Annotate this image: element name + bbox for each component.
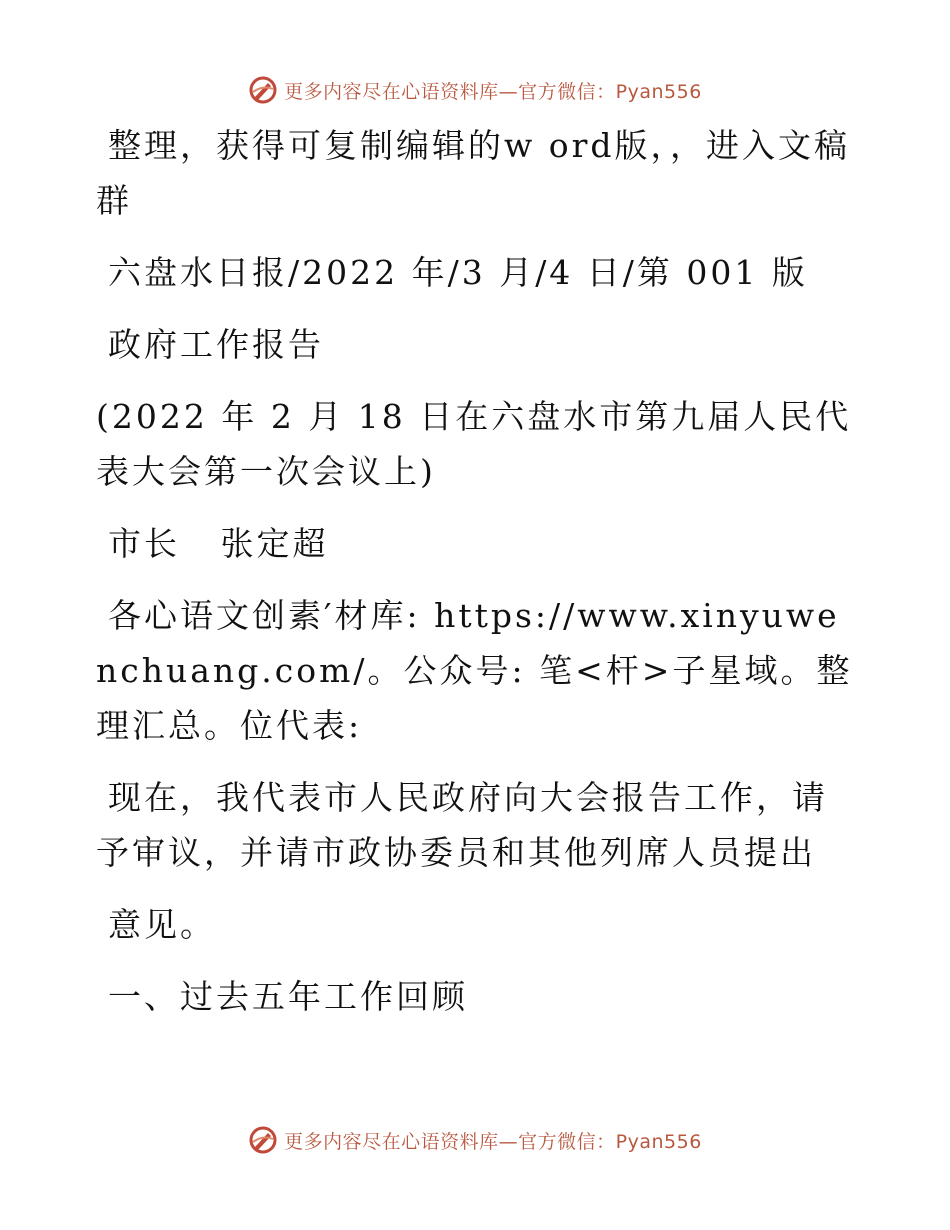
paragraph-source: 六盘水日报/2022 年/3 月/4 日/第 001 版	[108, 253, 808, 292]
paragraph-occasion: (2022 年 2 月 18 日在六盘水市第九届人民代表大会第一次会议上)	[96, 397, 852, 491]
paragraph-material-library: 各心语文创素′材库: https://www.xinyuwenchuang.com/。公众号: 笔<杆>子星域。整理汇总。位代表:	[96, 596, 853, 745]
footer-watermark	[0, 1120, 950, 1160]
header-watermark	[0, 70, 950, 110]
paragraph-report-intro: 现在，我代表市人民政府向大会报告工作，请予审议，并请市政协委员和其他列席人员提出	[96, 778, 828, 872]
watermark-text: 更多内容尽在心语资料库—官方微信：Pyan556	[284, 80, 702, 103]
watermark-text: 更多内容尽在心语资料库—官方微信：Pyan556	[284, 1130, 702, 1153]
document-body	[96, 118, 856, 1024]
pen-logo-icon	[248, 1125, 278, 1155]
document-title: 政府工作报告	[108, 325, 324, 364]
paragraph-opinion: 意见。	[108, 905, 216, 944]
author-line: 市长 张定超	[108, 524, 329, 563]
pen-logo-icon	[248, 75, 278, 105]
paragraph-intro: 整理，获得可复制编辑的w ord版，，进入文稿群	[96, 126, 851, 220]
section-heading: 一、过去五年工作回顾	[108, 977, 468, 1016]
